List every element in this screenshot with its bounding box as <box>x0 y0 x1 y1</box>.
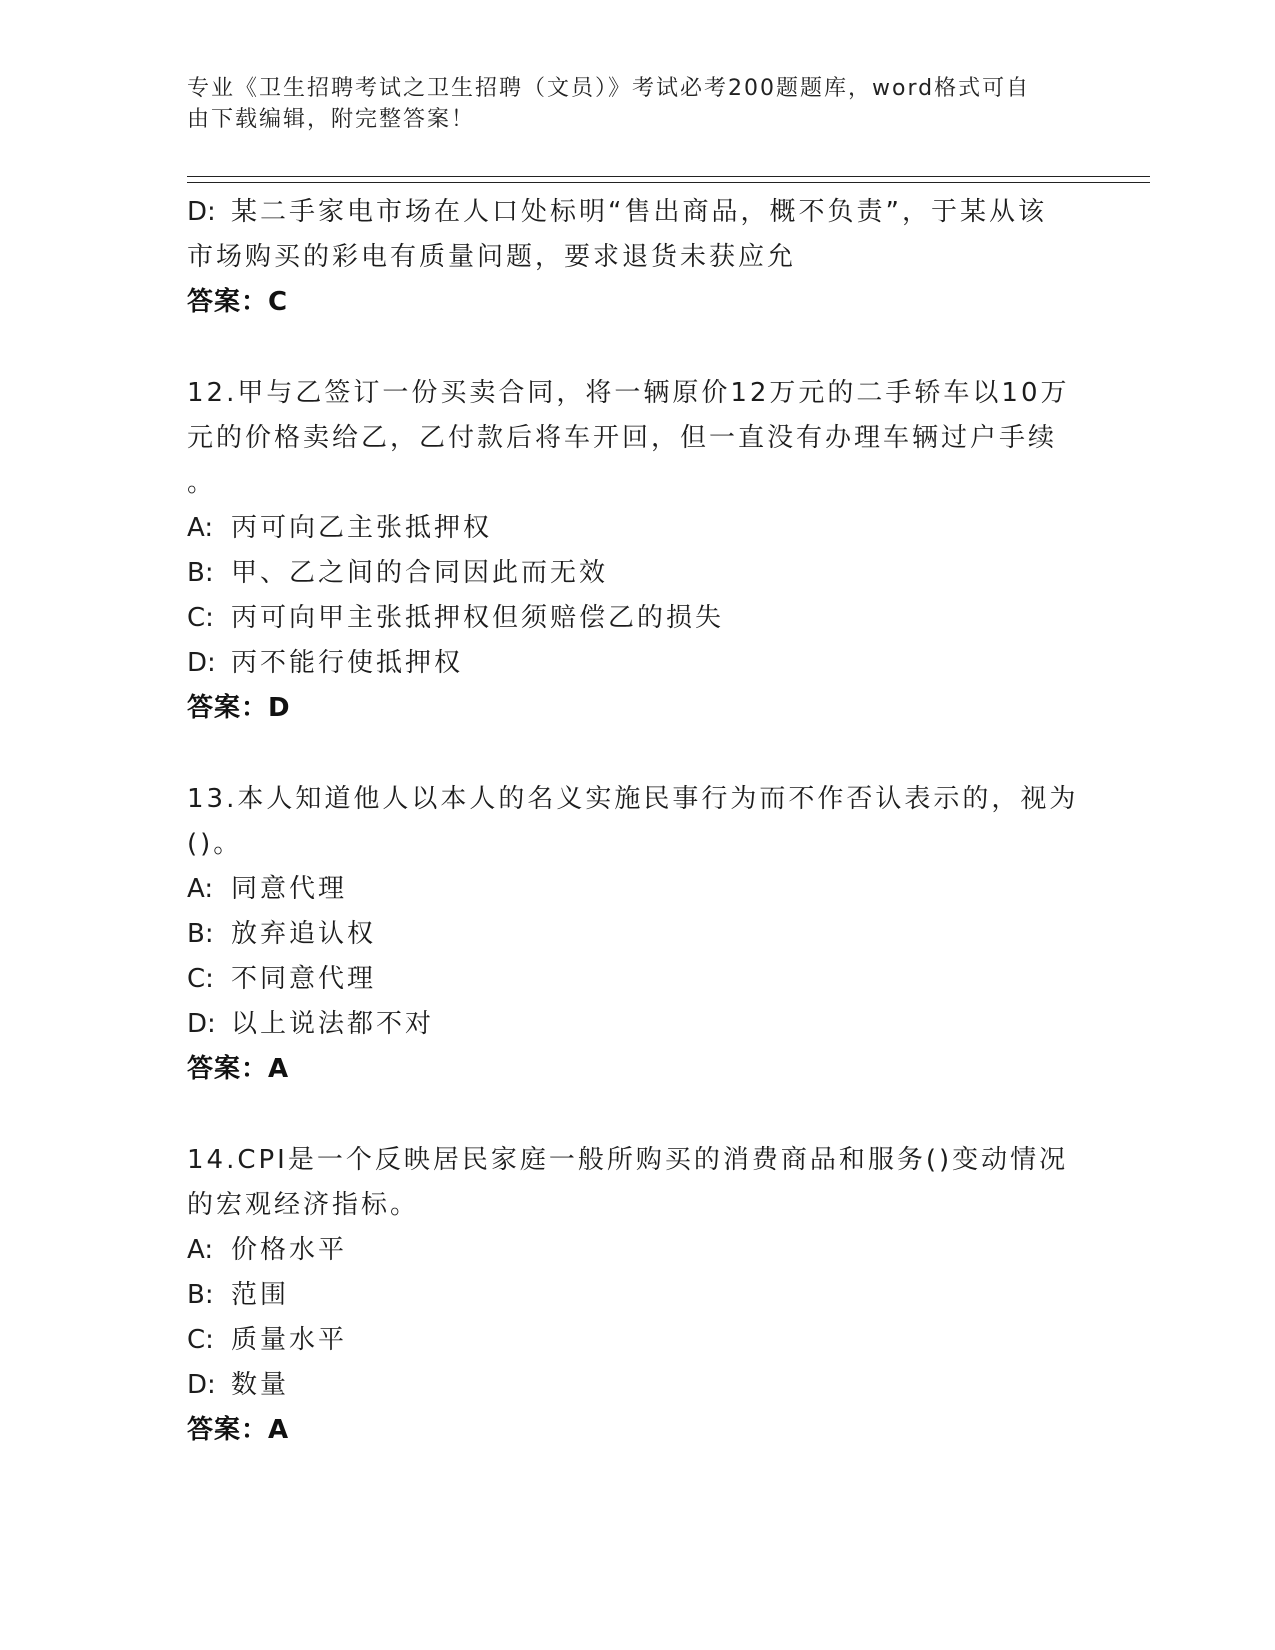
option-label: C: <box>187 603 214 633</box>
option-label: A: <box>187 874 214 904</box>
option-label: B: <box>187 919 214 949</box>
option-text: 以上说法都不对 <box>231 1009 435 1039</box>
option-d <box>187 1002 1087 1047</box>
option-a <box>187 506 1087 551</box>
option-d <box>187 1363 1087 1408</box>
question-14 <box>187 1138 1087 1453</box>
option-b <box>187 912 1087 957</box>
option-label: C: <box>187 1325 214 1355</box>
option-label: C: <box>187 964 214 994</box>
option-text: 丙可向甲主张抵押权但须赔偿乙的损失 <box>231 603 725 633</box>
question-stem-line: 14.CPI是一个反映居民家庭一般所购买的消费商品和服务()变动情况 <box>187 1145 1069 1175</box>
option-d <box>187 641 1087 686</box>
question-13 <box>187 777 1087 1092</box>
question-stem-line: 。 <box>187 468 217 498</box>
option-label: D: <box>187 1009 216 1039</box>
option-b <box>187 551 1087 596</box>
answer-line: 答案：C <box>187 287 289 317</box>
option-text: 数量 <box>231 1370 290 1400</box>
answer-line: 答案：A <box>187 1415 290 1445</box>
question-stem-line: 元的价格卖给乙，乙付款后将车开回，但一直没有办理车辆过户手续 <box>187 423 1058 453</box>
spacer <box>187 1092 1087 1138</box>
question-content <box>187 190 1087 1453</box>
option-label: D: <box>187 197 216 227</box>
question-stem-line: 13.本人知道他人以本人的名义实施民事行为而不作否认表示的，视为 <box>187 784 1079 814</box>
answer-line: 答案：D <box>187 693 291 723</box>
option-text: 质量水平 <box>231 1325 348 1355</box>
option-text: 同意代理 <box>231 874 348 904</box>
header-rule-bottom <box>187 182 1150 183</box>
option-text: 某二手家电市场在人口处标明“售出商品，概不负责”，于某从该 <box>231 197 1047 227</box>
option-label: B: <box>187 558 214 588</box>
option-text: 范围 <box>231 1280 290 1310</box>
carryover-block <box>187 190 1087 325</box>
option-label: A: <box>187 513 214 543</box>
option-d-continuation: 市场购买的彩电有质量问题，要求退货未获应允 <box>187 242 797 272</box>
option-d-line <box>187 190 1087 235</box>
option-label: A: <box>187 1235 214 1265</box>
option-c <box>187 957 1087 1002</box>
option-c <box>187 596 1087 641</box>
option-text: 价格水平 <box>231 1235 348 1265</box>
question-stem-line: 的宏观经济指标。 <box>187 1190 420 1220</box>
document-header <box>187 73 1067 135</box>
option-text: 甲、乙之间的合同因此而无效 <box>231 558 609 588</box>
spacer <box>187 325 1087 371</box>
option-text: 丙可向乙主张抵押权 <box>231 513 493 543</box>
option-label: D: <box>187 1370 216 1400</box>
spacer <box>187 731 1087 777</box>
option-label: B: <box>187 1280 214 1310</box>
question-stem-line: ()。 <box>187 829 243 859</box>
answer-line: 答案：A <box>187 1054 290 1084</box>
header-rule-top <box>187 176 1150 177</box>
option-b <box>187 1273 1087 1318</box>
header-line-1: 专业《卫生招聘考试之卫生招聘（文员）》考试必考200题题库，word格式可自 <box>187 76 1031 101</box>
option-a <box>187 1228 1087 1273</box>
option-text: 丙不能行使抵押权 <box>231 648 464 678</box>
header-line-2: 由下载编辑，附完整答案！ <box>187 107 476 132</box>
option-a <box>187 867 1087 912</box>
option-text: 放弃追认权 <box>231 919 377 949</box>
question-stem-line: 12.甲与乙签订一份买卖合同，将一辆原价12万元的二手轿车以10万 <box>187 378 1070 408</box>
question-12 <box>187 371 1087 731</box>
option-text: 不同意代理 <box>231 964 377 994</box>
option-c <box>187 1318 1087 1363</box>
option-label: D: <box>187 648 216 678</box>
